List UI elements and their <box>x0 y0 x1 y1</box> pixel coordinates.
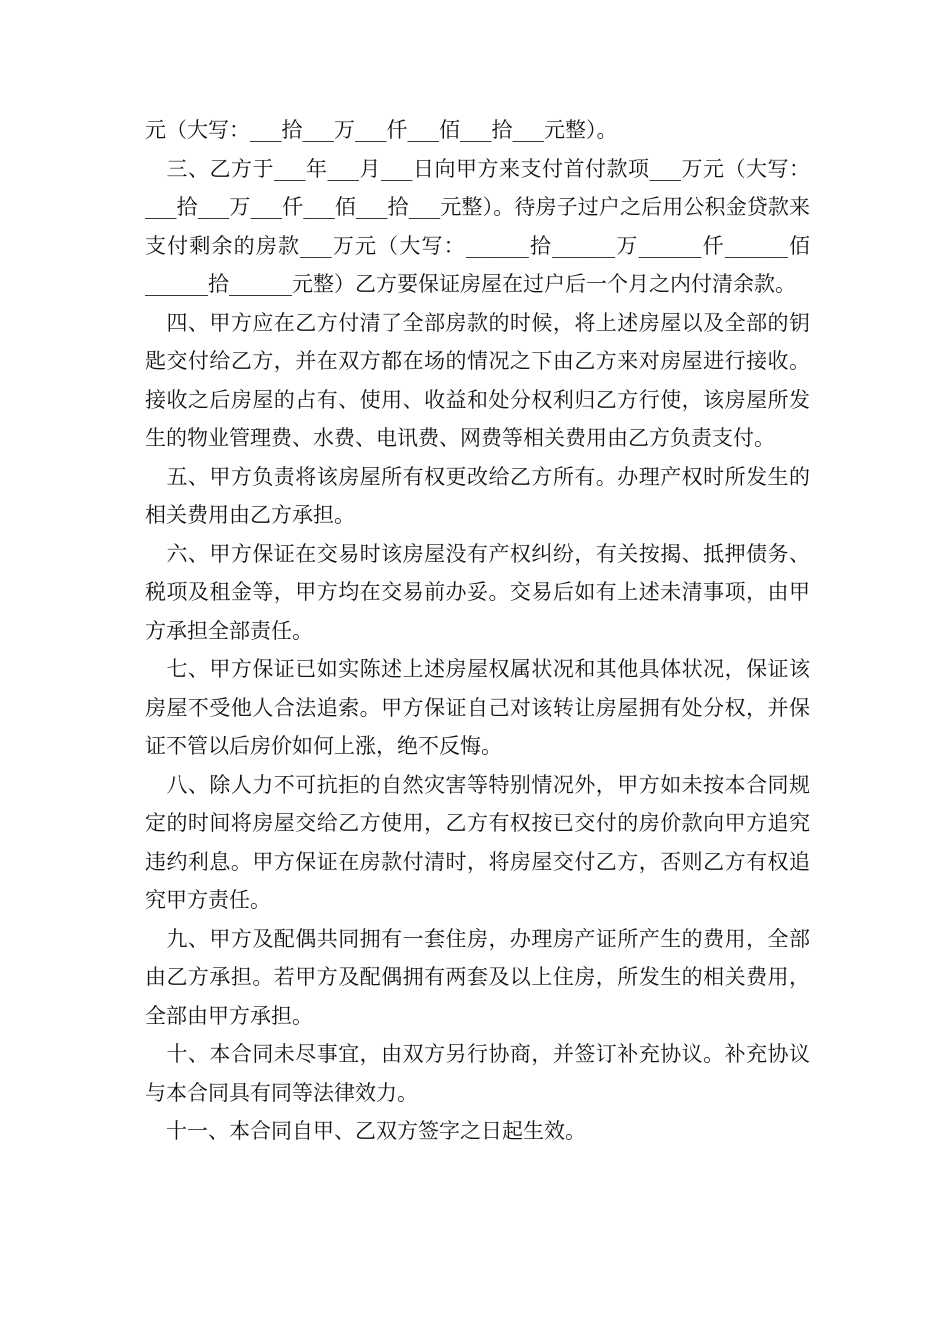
clause-9-fees: 九、甲方及配偶共同拥有一套住房，办理房产证所产生的费用，全部由乙方承担。若甲方及配偶拥有两套及以上住房，所发生的相关费用，全部由甲方承担。 <box>145 926 810 1028</box>
clause-7-warranty: 七、甲方保证已如实陈述上述房屋权属状况和其他具体状况，保证该房屋不受他人合法追索。甲方保证自己对该转让房屋拥有处分权，并保证不管以后房价如何上涨，绝不反悔。 <box>145 657 810 758</box>
clause-4-handover: 四、甲方应在乙方付清了全部房款的时候，将上述房屋以及全部的钥匙交付给乙方，并在双方都在场的情况之下由乙方来对房屋进行接收。接收之后房屋的占有、使用、收益和处分权利归乙方行使，该房屋所发生的物业管理费、水费、电讯费、网费等相关费用由乙方负责支付。 <box>145 310 810 450</box>
document-body <box>145 111 810 1151</box>
clause-10-supplement: 十、本合同未尽事宜，由双方另行协商，并签订补充协议。补充协议与本合同具有同等法律效力。 <box>145 1042 810 1105</box>
amount-in-words-line: 元（大写：___拾___万___仟___佰___拾___元整）。 <box>145 118 618 142</box>
clause-3-payment: 三、乙方于___年___月___日向甲方来支付首付款项___万元（大写：___拾___万___仟___佰___拾___元整）。待房子过户之后用公积金贷款来支付剩余的房款___万元（大写：______拾______万______仟______佰______拾______元整）乙方要保证房屋在过户后一个月之内付清余款。 <box>145 156 810 296</box>
clause-11-effective: 十一、本合同自甲、乙双方签字之日起生效。 <box>145 1119 586 1143</box>
clause-6-disputes: 六、甲方保证在交易时该房屋没有产权纠纷，有关按揭、抵押债务、税项及租金等，甲方均在交易前办妥。交易后如有上述未清事项，由甲方承担全部责任。 <box>145 541 810 643</box>
clause-5-ownership-transfer: 五、甲方负责将该房屋所有权更改给乙方所有。办理产权时所发生的相关费用由乙方承担。 <box>145 464 810 527</box>
clause-8-breach: 八、除人力不可抗拒的自然灾害等特别情况外，甲方如未按本合同规定的时间将房屋交给乙方使用，乙方有权按已交付的房价款向甲方追究违约利息。甲方保证在房款付清时，将房屋交付乙方，否则乙方有权追究甲方责任。 <box>145 772 810 912</box>
